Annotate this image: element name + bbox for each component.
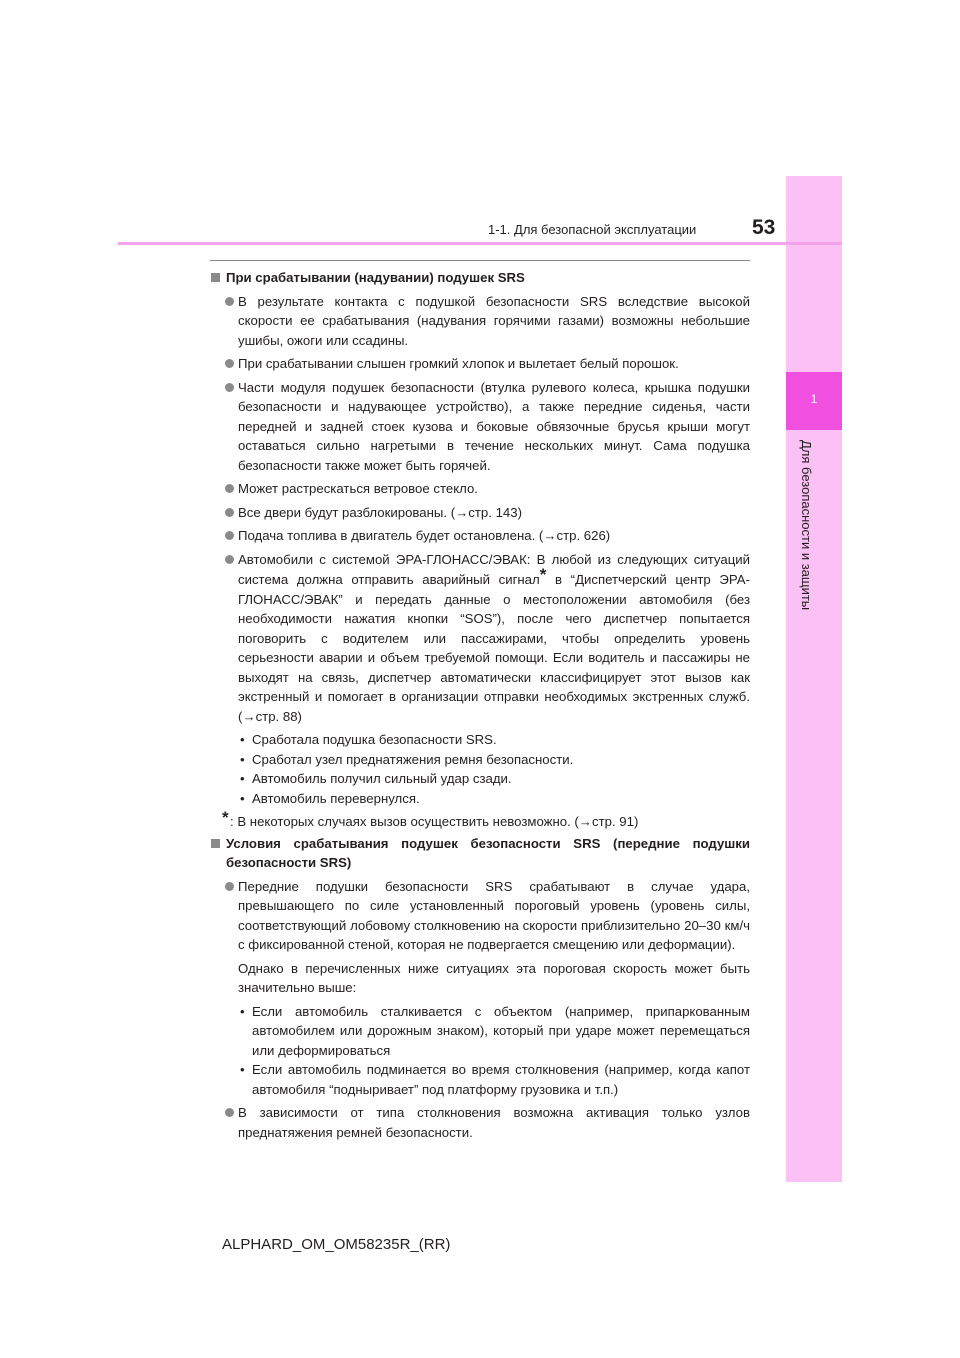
heading-deployment-conditions: Условия срабатывания подушек безопасности SRS (передние подушки безопасности SRS): [210, 834, 750, 873]
footnote: [210, 808, 750, 832]
side-color-band: [786, 176, 842, 1182]
era-text-1: Автомобили с системой ЭРА-ГЛОНАСС/ЭВАК: В любой из следующих ситуаций система должна отправить аварийный сигнал: [238, 551, 750, 587]
bullet-fuel-cut: Подача топлива в двигатель будет остановлена. (→стр. 626): [210, 526, 750, 546]
bullet-front-airbags: Передние подушки безопасности SRS срабатывают в случае удара, превышающего по силе установленный пороговый уровень (уровень силы, соответствующий лобовому столкновению на скорости приблизительно 20–30 км/ч с фиксированной стеной, которая не подвергается смещению или деформации).: [210, 877, 750, 955]
list-item: • Если автомобиль сталкивается с объектом (например, припаркованным автомобилем или дорожным знаком), который при ударе может перемещаться или деформироваться: [210, 1002, 750, 1061]
list-item: • Сработал узел преднатяжения ремня безопасности.: [210, 750, 750, 770]
bullet-doors-unlock: Все двери будут разблокированы. (→стр. 143): [210, 503, 750, 523]
page-content: [210, 266, 750, 1142]
footnote-marker: *: [539, 565, 547, 584]
list-item: • Если автомобиль подминается во время столкновения (например, когда капот автомобиля “подныривает” под платформу грузовика и т.п.): [210, 1060, 750, 1099]
bullet-noise-powder: При срабатывании слышен громкий хлопок и вылетает белый порошок.: [210, 354, 750, 374]
heading-airbag-deployment: При срабатывании (надувании) подушек SRS: [210, 268, 750, 288]
list-item: • Сработала подушка безопасности SRS.: [210, 730, 750, 750]
footnote-text: : В некоторых случаях вызов осуществить невозможно. (→стр. 91): [230, 814, 639, 829]
section-title: 1-1. Для безопасной эксплуатации: [488, 222, 697, 237]
bullet-injuries: В результате контакта с подушкой безопасности SRS вследствие высокой скорости ее срабатывания (надувания горячими газами) возможны небольшие ушибы, ожоги или ссадины.: [210, 292, 750, 351]
threshold-list: [210, 1002, 750, 1100]
header-rule: [118, 242, 842, 245]
chapter-number: 1: [810, 392, 818, 406]
list-item: • Автомобиль получил сильный удар сзади.: [210, 769, 750, 789]
era-text-2: в “Диспетчерский центр ЭРА-ГЛОНАСС/ЭВАК” и передать данные о местоположении автомобиля (без необходимости нажатия кнопки “SOS”), после чего диспетчер попытается поговорить с водителем или пассажирами, чтобы определить уровень серьезности аварии и объем требуемой помощи. Если водитель и пассажиры не выходят на связь, диспетчер автоматически классифицирует этот вызов как экстренный и помогает в организации отправки необходимых экстренных служб. (→стр. 88): [238, 572, 750, 724]
bullet-windshield: Может растрескаться ветровое стекло.: [210, 479, 750, 499]
bullet-era-glonass: [210, 550, 750, 727]
footnote-star: *: [222, 808, 229, 827]
document-code: ALPHARD_OM_OM58235R_(RR): [222, 1236, 451, 1253]
bullet-hot-parts: Части модуля подушек безопасности (втулка рулевого колеса, крышка подушки безопасности и надувающее устройство), а также передние сиденья, части передней и задней стоек кузова и боковые обвязочные брусья крыши могут оставаться сильно нагретыми в течение нескольких минут. Сама подушка безопасности также может быть горячей.: [210, 378, 750, 476]
paragraph-threshold: Однако в перечисленных ниже ситуациях эта пороговая скорость может быть значительно выше:: [238, 960, 750, 995]
chapter-vertical-title: Для безопасности и защиты: [799, 440, 814, 611]
list-item: • Автомобиль перевернулся.: [210, 789, 750, 809]
content-divider: [210, 260, 750, 261]
page-number: 53: [752, 216, 776, 239]
bullet-pretensioners: В зависимости от типа столкновения возможна активация только узлов преднатяжения ремней безопасности.: [210, 1103, 750, 1142]
situation-list: [210, 730, 750, 808]
